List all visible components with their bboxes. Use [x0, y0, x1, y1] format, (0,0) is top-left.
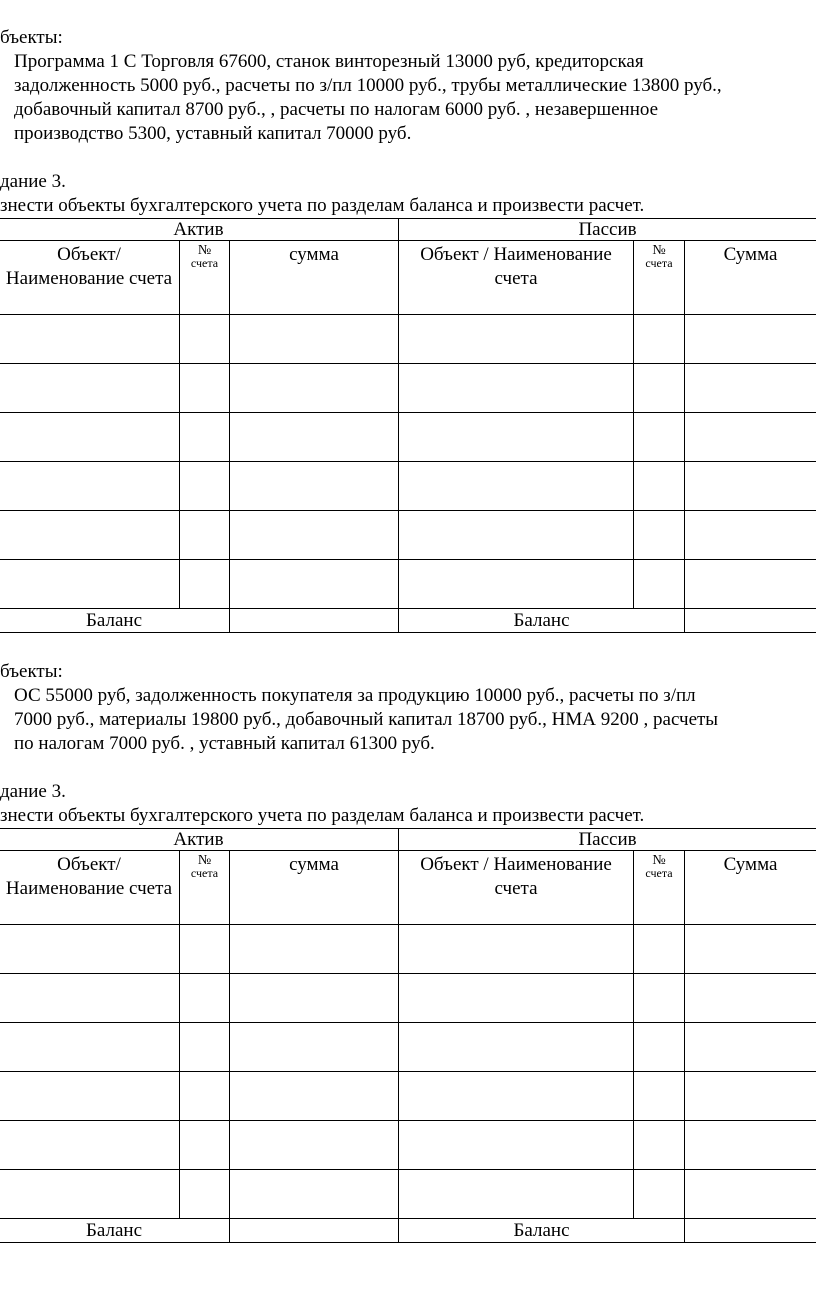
objects-line: производство 5300, уставный капитал 70000 руб.	[14, 123, 412, 144]
task-title-1: дание 3.	[0, 171, 66, 192]
table-row	[0, 315, 816, 364]
table-cell[interactable]	[180, 364, 230, 413]
balance-table-1	[0, 218, 816, 633]
table-cell[interactable]	[230, 1023, 399, 1072]
table-cell[interactable]	[634, 413, 685, 462]
task-text-2: знести объекты бухгалтерского учета по разделам баланса и произвести расчет.	[0, 805, 645, 826]
table-cell[interactable]	[685, 1121, 816, 1170]
sum-passive-header: Сумма	[685, 851, 816, 925]
table-cell[interactable]	[0, 315, 180, 364]
table-row	[0, 462, 816, 511]
balance-row	[0, 609, 816, 633]
table-cell[interactable]	[0, 1170, 180, 1219]
table-cell[interactable]	[399, 315, 634, 364]
table-cell[interactable]	[230, 974, 399, 1023]
table-cell[interactable]	[399, 1023, 634, 1072]
table-cell[interactable]	[180, 974, 230, 1023]
table-cell[interactable]	[230, 1121, 399, 1170]
table-cell[interactable]	[634, 1170, 685, 1219]
table-cell[interactable]	[634, 1023, 685, 1072]
table-cell[interactable]	[180, 1023, 230, 1072]
balance-sum-passive[interactable]	[685, 1219, 816, 1243]
table-cell[interactable]	[685, 364, 816, 413]
table-row	[0, 364, 816, 413]
table-cell[interactable]	[230, 1170, 399, 1219]
table-cell[interactable]	[180, 925, 230, 974]
table-cell[interactable]	[685, 511, 816, 560]
active-header: Актив	[0, 829, 399, 851]
table-cell[interactable]	[685, 1072, 816, 1121]
table-cell[interactable]	[685, 462, 816, 511]
table-cell[interactable]	[634, 1072, 685, 1121]
table-cell[interactable]	[230, 1072, 399, 1121]
table-cell[interactable]	[230, 315, 399, 364]
table-cell[interactable]	[0, 974, 180, 1023]
table-row	[0, 974, 816, 1023]
balance-label-passive: Баланс	[399, 609, 685, 633]
table-cell[interactable]	[685, 1023, 816, 1072]
table-row	[0, 925, 816, 974]
balance-label-passive: Баланс	[399, 1219, 685, 1243]
table-cell[interactable]	[230, 511, 399, 560]
balance-sum-active[interactable]	[230, 609, 399, 633]
balance-sum-passive[interactable]	[685, 609, 816, 633]
objects-line: задолженность 5000 руб., расчеты по з/пл 10000 руб., трубы металлические 13800 руб.,	[14, 75, 722, 96]
table-cell[interactable]	[399, 1072, 634, 1121]
object-passive-header: Объект / Наименование счета	[399, 851, 634, 925]
table-cell[interactable]	[399, 974, 634, 1023]
table-row	[0, 1072, 816, 1121]
table-cell[interactable]	[0, 364, 180, 413]
table-cell[interactable]	[634, 974, 685, 1023]
table-cell[interactable]	[230, 560, 399, 609]
account-number-header: № счета	[180, 851, 230, 925]
table-cell[interactable]	[685, 315, 816, 364]
table-cell[interactable]	[634, 511, 685, 560]
sum-passive-header: Сумма	[685, 241, 816, 315]
passive-header: Пассив	[399, 829, 816, 851]
table-row	[0, 1023, 816, 1072]
balance-row	[0, 1219, 816, 1243]
table-cell[interactable]	[685, 1170, 816, 1219]
account-number-header: № счета	[634, 241, 685, 315]
table-row	[0, 560, 816, 609]
table-cell[interactable]	[180, 315, 230, 364]
table-cell[interactable]	[230, 364, 399, 413]
table-cell[interactable]	[685, 413, 816, 462]
objects-line: Программа 1 С Торговля 67600, станок винторезный 13000 руб, кредиторская	[14, 51, 644, 72]
table-cell[interactable]	[230, 462, 399, 511]
objects-line: добавочный капитал 8700 руб., , расчеты по налогам 6000 руб. , незавершенное	[14, 99, 659, 120]
table-cell[interactable]	[634, 925, 685, 974]
objects-line: 7000 руб., материалы 19800 руб., добавочный капитал 18700 руб., НМА 9200 , расчеты	[14, 709, 719, 730]
table-cell[interactable]	[399, 413, 634, 462]
object-active-header: Объект/ Наименование счета	[0, 241, 180, 315]
table-cell[interactable]	[685, 925, 816, 974]
object-passive-header: Объект / Наименование счета	[399, 241, 634, 315]
task-text-1: знести объекты бухгалтерского учета по разделам баланса и произвести расчет.	[0, 195, 645, 216]
balance-sum-active[interactable]	[230, 1219, 399, 1243]
table-cell[interactable]	[0, 413, 180, 462]
table-cell[interactable]	[634, 560, 685, 609]
table-cell[interactable]	[230, 925, 399, 974]
table-cell[interactable]	[634, 364, 685, 413]
account-number-header: № счета	[180, 241, 230, 315]
table-cell[interactable]	[180, 511, 230, 560]
table-row	[0, 413, 816, 462]
table-cell[interactable]	[0, 1072, 180, 1121]
sum-active-header: сумма	[230, 241, 399, 315]
objects-label-1: бъекты:	[0, 27, 63, 48]
table-cell[interactable]	[399, 560, 634, 609]
table-cell[interactable]	[399, 511, 634, 560]
table-cell[interactable]	[180, 413, 230, 462]
objects-line: ОС 55000 руб, задолженность покупателя за продукцию 10000 руб., расчеты по з/пл	[14, 685, 696, 706]
table-cell[interactable]	[180, 1121, 230, 1170]
table-cell[interactable]	[685, 974, 816, 1023]
table-cell[interactable]	[634, 315, 685, 364]
table-row	[0, 1121, 816, 1170]
table-cell[interactable]	[399, 1170, 634, 1219]
table-cell[interactable]	[634, 462, 685, 511]
table-cell[interactable]	[399, 462, 634, 511]
sum-active-header: сумма	[230, 851, 399, 925]
table-row	[0, 1170, 816, 1219]
table-cell[interactable]	[230, 413, 399, 462]
object-active-header: Объект/ Наименование счета	[0, 851, 180, 925]
objects-line: по налогам 7000 руб. , уставный капитал 61300 руб.	[14, 733, 435, 754]
table-cell[interactable]	[0, 511, 180, 560]
table-cell[interactable]	[399, 1121, 634, 1170]
table-cell[interactable]	[0, 560, 180, 609]
table-cell[interactable]	[0, 925, 180, 974]
table-cell[interactable]	[685, 560, 816, 609]
table-cell[interactable]	[399, 925, 634, 974]
task-title-2: дание 3.	[0, 781, 66, 802]
balance-label-active: Баланс	[0, 609, 230, 633]
passive-header: Пассив	[399, 219, 816, 241]
table-cell[interactable]	[180, 462, 230, 511]
table-cell[interactable]	[634, 1121, 685, 1170]
objects-label-2: бъекты:	[0, 661, 63, 682]
account-number-header: № счета	[634, 851, 685, 925]
table-cell[interactable]	[180, 560, 230, 609]
table-row	[0, 511, 816, 560]
table-cell[interactable]	[180, 1170, 230, 1219]
balance-table-2	[0, 828, 816, 1243]
balance-label-active: Баланс	[0, 1219, 230, 1243]
table-cell[interactable]	[0, 1121, 180, 1170]
table-cell[interactable]	[0, 462, 180, 511]
table-cell[interactable]	[399, 364, 634, 413]
active-header: Актив	[0, 219, 399, 241]
table-cell[interactable]	[180, 1072, 230, 1121]
table-cell[interactable]	[0, 1023, 180, 1072]
